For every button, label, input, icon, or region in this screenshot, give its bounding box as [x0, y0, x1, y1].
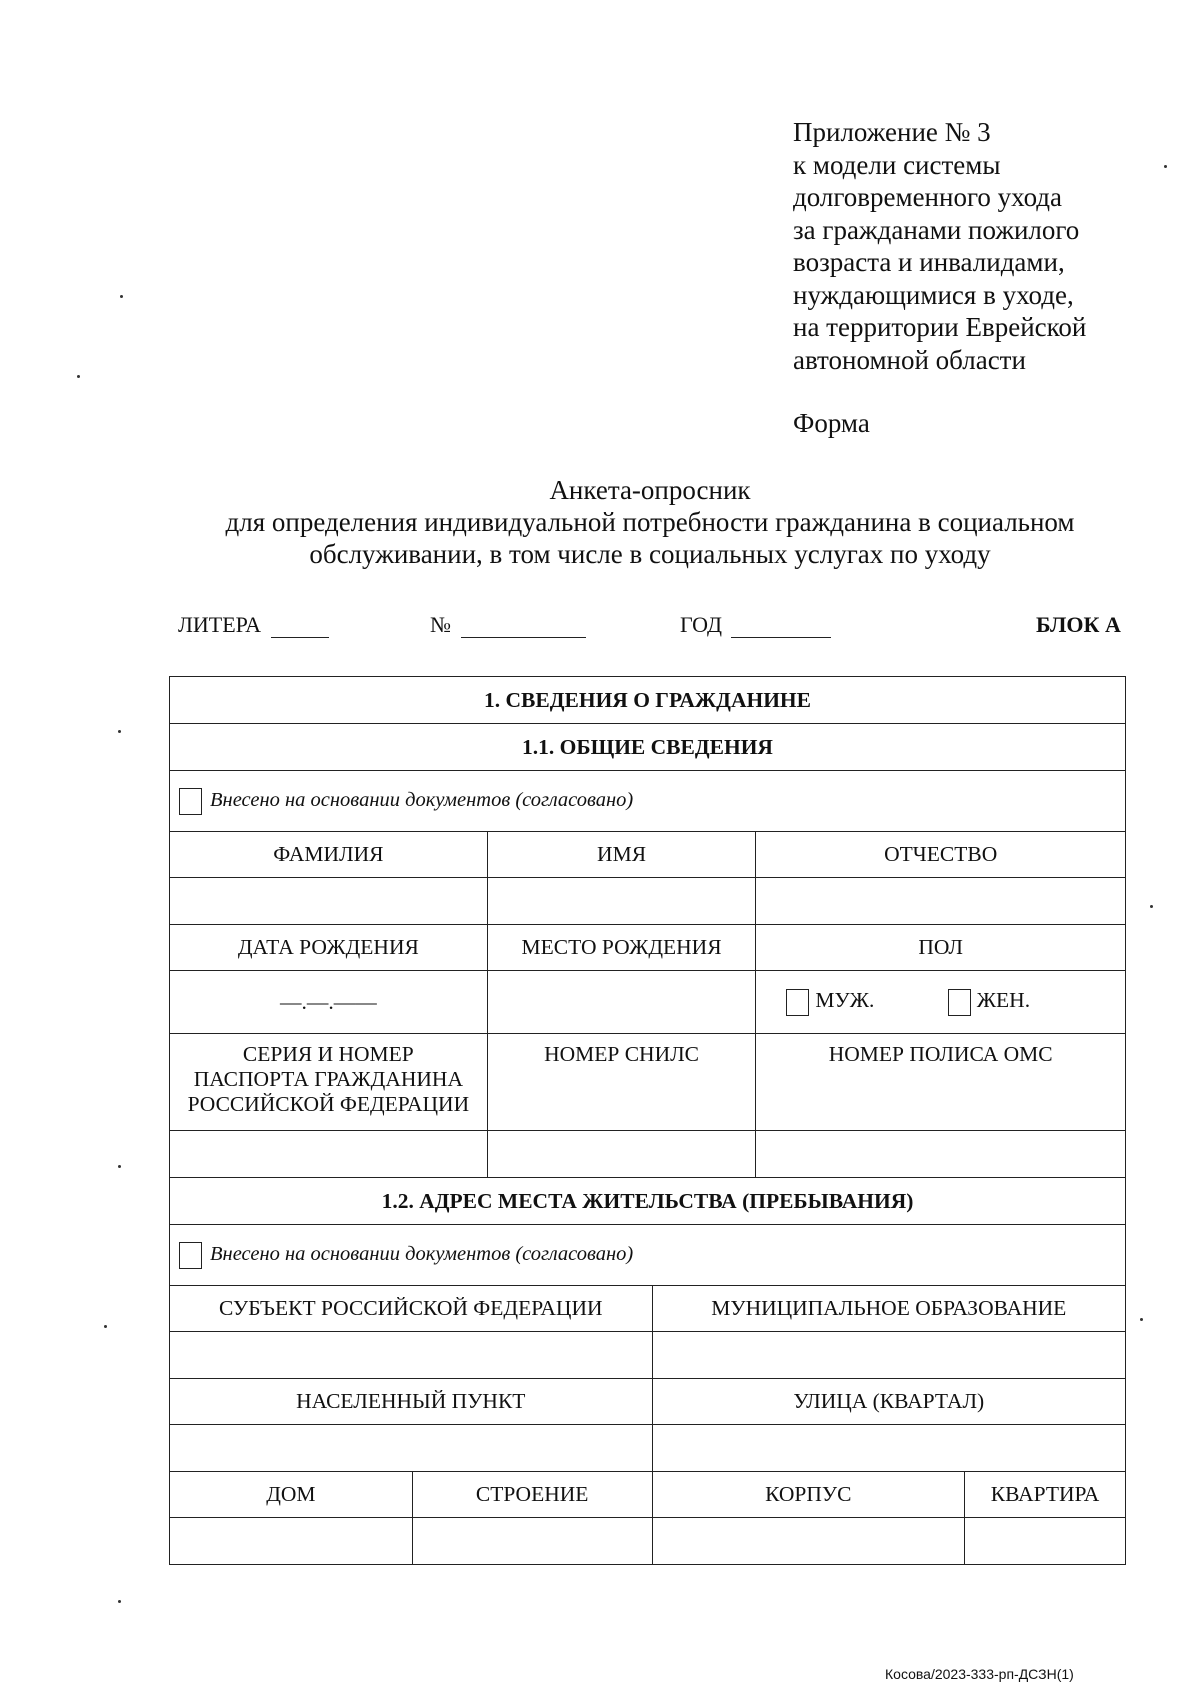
oms-label [756, 1034, 1126, 1131]
passport-label-line: РОССИЙСКОЙ ФЕДЕРАЦИИ [187, 1092, 470, 1116]
scan-speck [118, 1600, 121, 1603]
appendix-line: на территории Еврейской [793, 312, 1087, 342]
sex-female-checkbox[interactable] [948, 989, 971, 1016]
docs-checkbox-label: Внесено на основании документов (согласовано) [210, 788, 634, 811]
litera-label: ЛИТЕРА [178, 612, 261, 637]
number-field[interactable] [430, 612, 586, 638]
appendix-line: за гражданами пожилого [793, 214, 1080, 245]
docs-checkbox-row [170, 771, 1126, 832]
year-label: ГОД [680, 612, 722, 637]
block-label: КОРПУС [652, 1472, 965, 1518]
scan-speck [1140, 1318, 1143, 1321]
address-docs-checkbox-row [170, 1225, 1126, 1286]
scan-speck [77, 375, 80, 378]
scan-speck [118, 1165, 121, 1168]
scan-speck [104, 1325, 107, 1328]
sex-male-option[interactable] [778, 988, 874, 1016]
litera-line[interactable] [271, 619, 329, 638]
snils-label-text: НОМЕР СНИЛС [544, 1042, 700, 1066]
region-field[interactable] [170, 1332, 653, 1379]
settlement-label: НАСЕЛЕННЫЙ ПУНКТ [170, 1379, 653, 1425]
surname-label: ФАМИЛИЯ [170, 832, 488, 878]
street-label: УЛИЦА (КВАРТАЛ) [652, 1379, 1125, 1425]
appendix-line: возраста и инвалидами, [793, 247, 1065, 277]
section-1-title: 1. СВЕДЕНИЯ О ГРАЖДАНИНЕ [170, 677, 1126, 724]
house-label: ДОМ [170, 1472, 413, 1518]
appendix-line: к модели системы [793, 149, 1001, 180]
snils-field[interactable] [487, 1131, 756, 1178]
scan-speck [1164, 165, 1167, 168]
house-field[interactable] [170, 1518, 413, 1565]
appendix-header [793, 116, 1086, 376]
sex-options [756, 971, 1126, 1034]
birth-place-field[interactable] [487, 971, 756, 1034]
block-field[interactable] [652, 1518, 965, 1565]
apartment-label: КВАРТИРА [965, 1472, 1126, 1518]
name-label: ИМЯ [487, 832, 756, 878]
birth-date-label: ДАТА РОЖДЕНИЯ [170, 925, 488, 971]
sex-male-label: МУЖ. [815, 988, 875, 1013]
appendix-line: долговременного ухода [793, 182, 1063, 212]
oms-label-text: НОМЕР ПОЛИСА ОМС [828, 1042, 1053, 1066]
passport-label [170, 1034, 488, 1131]
patronymic-label: ОТЧЕСТВО [756, 832, 1126, 878]
birth-date-field[interactable] [170, 971, 488, 1034]
document-id: Косова/2023-333-рп-ДСЗН(1) [885, 1666, 1074, 1682]
section-1-2-title: 1.2. АДРЕС МЕСТА ЖИТЕЛЬСТВА (ПРЕБЫВАНИЯ) [170, 1178, 1126, 1225]
address-docs-checkbox-label: Внесено на основании документов (согласовано) [210, 1242, 634, 1265]
litera-field[interactable] [178, 612, 329, 638]
sex-female-label: ЖЕН. [976, 988, 1031, 1013]
docs-checkbox[interactable] [179, 788, 202, 815]
scan-speck [1150, 905, 1153, 908]
sex-male-checkbox[interactable] [786, 989, 809, 1016]
year-field[interactable] [680, 612, 831, 638]
title-line-2: для определения индивидуальной потребности гражданина в социальном [225, 507, 1075, 537]
scan-speck [120, 295, 123, 298]
passport-label-line: ПАСПОРТА ГРАЖДАНИНА [193, 1067, 463, 1091]
birth-place-label: МЕСТО РОЖДЕНИЯ [487, 925, 756, 971]
birth-date-placeholder: —.—.—— [279, 989, 377, 1014]
municipality-label: МУНИЦИПАЛЬНОЕ ОБРАЗОВАНИЕ [652, 1286, 1125, 1332]
passport-label-line: СЕРИЯ И НОМЕР [242, 1042, 414, 1066]
section-1-1-title: 1.1. ОБЩИЕ СВЕДЕНИЯ [170, 724, 1126, 771]
sex-label: ПОЛ [756, 925, 1126, 971]
year-line[interactable] [731, 619, 831, 638]
snils-label [487, 1034, 756, 1131]
document-title [0, 474, 1200, 570]
settlement-field[interactable] [170, 1425, 653, 1472]
region-label: СУБЪЕКТ РОССИЙСКОЙ ФЕДЕРАЦИИ [170, 1286, 653, 1332]
appendix-line: нуждающимися в уходе, [793, 279, 1074, 310]
number-line[interactable] [461, 619, 586, 638]
name-field[interactable] [487, 878, 756, 925]
form-label: Форма [793, 408, 870, 438]
surname-field[interactable] [170, 878, 488, 925]
number-label: № [430, 612, 451, 637]
title-line-3: обслуживании, в том числе в социальных услугах по уходу [309, 539, 991, 569]
address-docs-checkbox[interactable] [179, 1242, 202, 1269]
citizen-form-table [169, 676, 1126, 1565]
appendix-line: автономной области [793, 344, 1026, 375]
building-label: СТРОЕНИЕ [412, 1472, 652, 1518]
sex-female-option[interactable] [948, 988, 1030, 1016]
apartment-field[interactable] [965, 1518, 1126, 1565]
appendix-line: Приложение № 3 [793, 117, 991, 147]
building-field[interactable] [412, 1518, 652, 1565]
passport-field[interactable] [170, 1131, 488, 1178]
block-label: БЛОК А [1036, 612, 1121, 637]
street-field[interactable] [652, 1425, 1125, 1472]
oms-field[interactable] [756, 1131, 1126, 1178]
title-line-1: Анкета-опросник [549, 475, 751, 505]
meta-row [0, 612, 1200, 648]
municipality-field[interactable] [652, 1332, 1125, 1379]
patronymic-field[interactable] [756, 878, 1126, 925]
scan-speck [118, 730, 121, 733]
